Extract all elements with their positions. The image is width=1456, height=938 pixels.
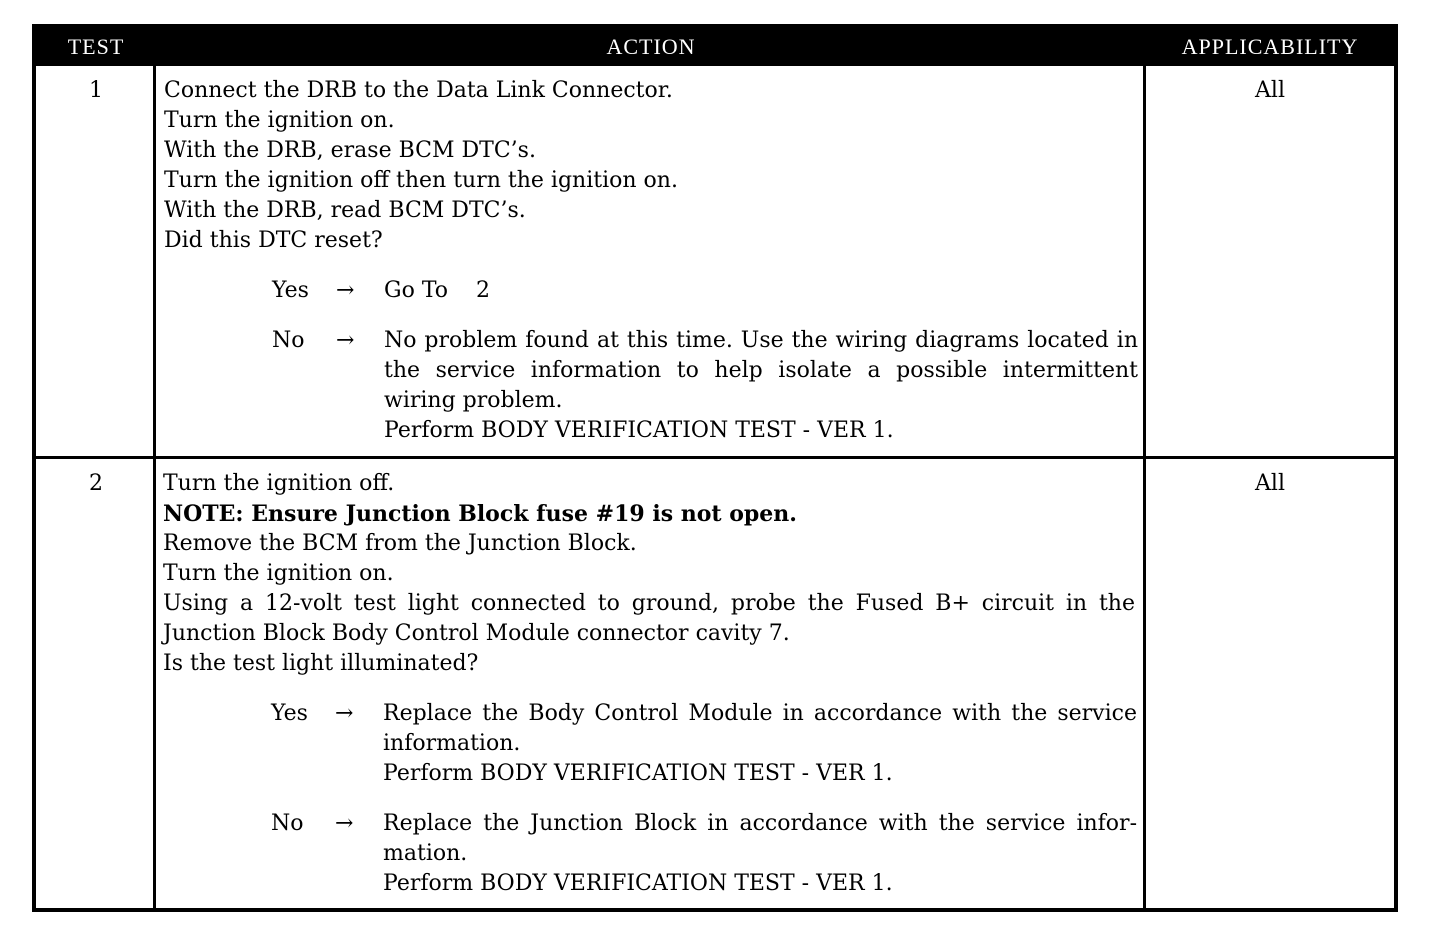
- result-line: Perform BODY VERIFICATION TEST - VER 1.: [383, 871, 893, 896]
- action-step: Turn the ignition off.: [163, 471, 395, 496]
- action-step: Remove the BCM from the Junction Block.: [163, 531, 637, 556]
- yes-branch: [272, 276, 1138, 306]
- action-step: Turn the ignition on.: [163, 561, 394, 586]
- no-result: [384, 326, 1138, 446]
- test-number: 2: [89, 471, 103, 496]
- header-test: TEST: [67, 34, 125, 59]
- result-line: wiring problem.: [384, 388, 563, 413]
- header-action: ACTION: [606, 34, 696, 59]
- result-line: information.: [383, 731, 521, 756]
- result-line: Go To 2: [384, 278, 490, 303]
- applicability-value: All: [1255, 471, 1285, 496]
- table-header: [36, 28, 1394, 66]
- note-text: NOTE: Ensure Junction Block fuse #19 is not open.: [163, 501, 797, 527]
- no-branch: [271, 809, 1137, 899]
- result-line: Perform BODY VERIFICATION TEST - VER 1.: [384, 418, 894, 443]
- yes-label: Yes: [272, 278, 309, 303]
- action-step: Did this DTC reset?: [164, 228, 383, 253]
- header-applicability: APPLICABILITY: [1181, 34, 1359, 59]
- arrow-right-icon: →: [336, 278, 355, 303]
- yes-label: Yes: [271, 701, 308, 726]
- test-number: 1: [89, 78, 103, 103]
- row-divider: [36, 456, 1394, 459]
- no-label: No: [271, 811, 304, 836]
- no-result: [383, 809, 1137, 899]
- result-line: No problem found at this time. Use the wiring diagrams located in: [384, 328, 1138, 353]
- no-label: No: [272, 328, 305, 353]
- yes-branch: [271, 699, 1137, 789]
- yes-result: [384, 276, 1138, 306]
- action-step: Turn the ignition on.: [164, 108, 395, 133]
- action-step: Turn the ignition off then turn the ignition on.: [164, 168, 678, 193]
- result-line: Replace the Junction Block in accordance with the service infor-: [383, 811, 1137, 836]
- diagnostic-test-table: [32, 24, 1398, 912]
- result-line: the service information to help isolate a possible intermittent: [384, 358, 1138, 383]
- action-step: Connect the DRB to the Data Link Connector.: [164, 78, 673, 103]
- result-line: Perform BODY VERIFICATION TEST - VER 1.: [383, 761, 893, 786]
- action-step: With the DRB, read BCM DTC’s.: [164, 198, 526, 223]
- result-line: Replace the Body Control Module in accordance with the service: [383, 701, 1137, 726]
- yes-result: [383, 699, 1137, 789]
- applicability-value: All: [1255, 78, 1285, 103]
- arrow-right-icon: →: [336, 328, 355, 353]
- action-step: Is the test light illuminated?: [163, 651, 479, 676]
- arrow-right-icon: →: [335, 811, 354, 836]
- result-line: mation.: [383, 841, 468, 866]
- action-step: With the DRB, erase BCM DTC’s.: [164, 138, 536, 163]
- action-cell: [164, 76, 1138, 446]
- action-step: Using a 12-volt test light connected to ground, probe the Fused B+ circuit in the: [163, 591, 1135, 616]
- no-branch: [272, 326, 1138, 446]
- action-cell: [163, 469, 1137, 899]
- action-step: Junction Block Body Control Module connector cavity 7.: [163, 621, 790, 646]
- arrow-right-icon: →: [335, 701, 354, 726]
